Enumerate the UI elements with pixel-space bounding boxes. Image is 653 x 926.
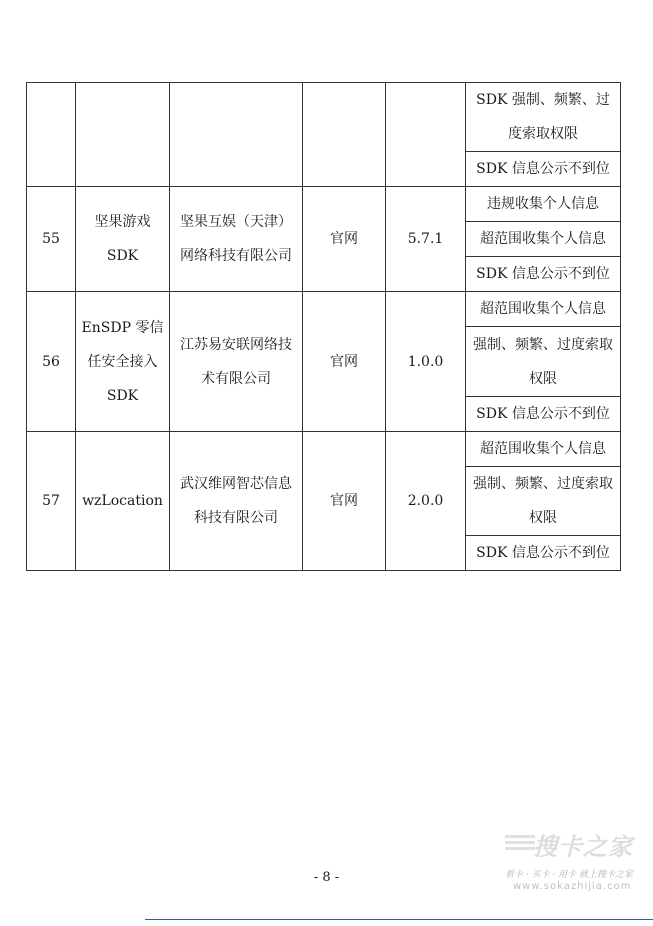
row57-num: 57 (27, 432, 76, 570)
cont-issue-2: SDK 信息公示不到位 (466, 152, 620, 187)
cont-num-cell (27, 83, 76, 187)
row56-version: 1.0.0 (386, 292, 466, 432)
row55-developer: 坚果互娱（天津）网络科技有限公司 (170, 187, 303, 292)
watermark-bars-icon (505, 835, 535, 857)
watermark-tagline: 看卡 · 买卡 · 用卡 就上搜卡之家 (505, 870, 634, 880)
row56-issue-3: SDK 信息公示不到位 (466, 397, 620, 432)
row55-version: 5.7.1 (386, 187, 466, 292)
watermark-logo: 搜卡之家 (533, 833, 633, 861)
row55-num: 55 (27, 187, 76, 292)
row56-num: 56 (27, 292, 76, 432)
row57-source: 官网 (303, 432, 386, 570)
row55-source: 官网 (303, 187, 386, 292)
row56-developer: 江苏易安联网络技术有限公司 (170, 292, 303, 432)
row57-name: wzLocation (76, 432, 170, 570)
row57-developer: 武汉维网智芯信息科技有限公司 (170, 432, 303, 570)
cont-source-cell (303, 83, 386, 187)
row57-issue-2: 强制、频繁、过度索取权限 (466, 467, 620, 536)
cont-dev-cell (170, 83, 303, 187)
row57-version: 2.0.0 (386, 432, 466, 570)
row56-issue-2: 强制、频繁、过度索取权限 (466, 327, 620, 397)
footer-divider (145, 919, 653, 920)
row57-issue-3: SDK 信息公示不到位 (476, 545, 610, 561)
row55-name: 坚果游戏SDK (76, 187, 170, 292)
cont-version-cell (386, 83, 466, 187)
cont-issue-1: SDK 强制、频繁、过度索取权限 (466, 83, 620, 152)
cont-name-cell (76, 83, 170, 187)
row56-name: EnSDP 零信任安全接入SDK (76, 292, 170, 432)
page-number: - 8 - (313, 870, 340, 885)
watermark-url: www.sokazhijia.com (513, 881, 632, 892)
row57-issue-1: 超范围收集个人信息 (466, 432, 620, 467)
watermark (505, 827, 645, 897)
row55-issue-3: SDK 信息公示不到位 (466, 257, 620, 292)
row55-issue-1: 违规收集个人信息 (466, 187, 620, 222)
row56-issue-1: 超范围收集个人信息 (466, 292, 620, 327)
sdk-table (26, 82, 621, 571)
row55-issue-2: 超范围收集个人信息 (466, 222, 620, 257)
row56-source: 官网 (303, 292, 386, 432)
